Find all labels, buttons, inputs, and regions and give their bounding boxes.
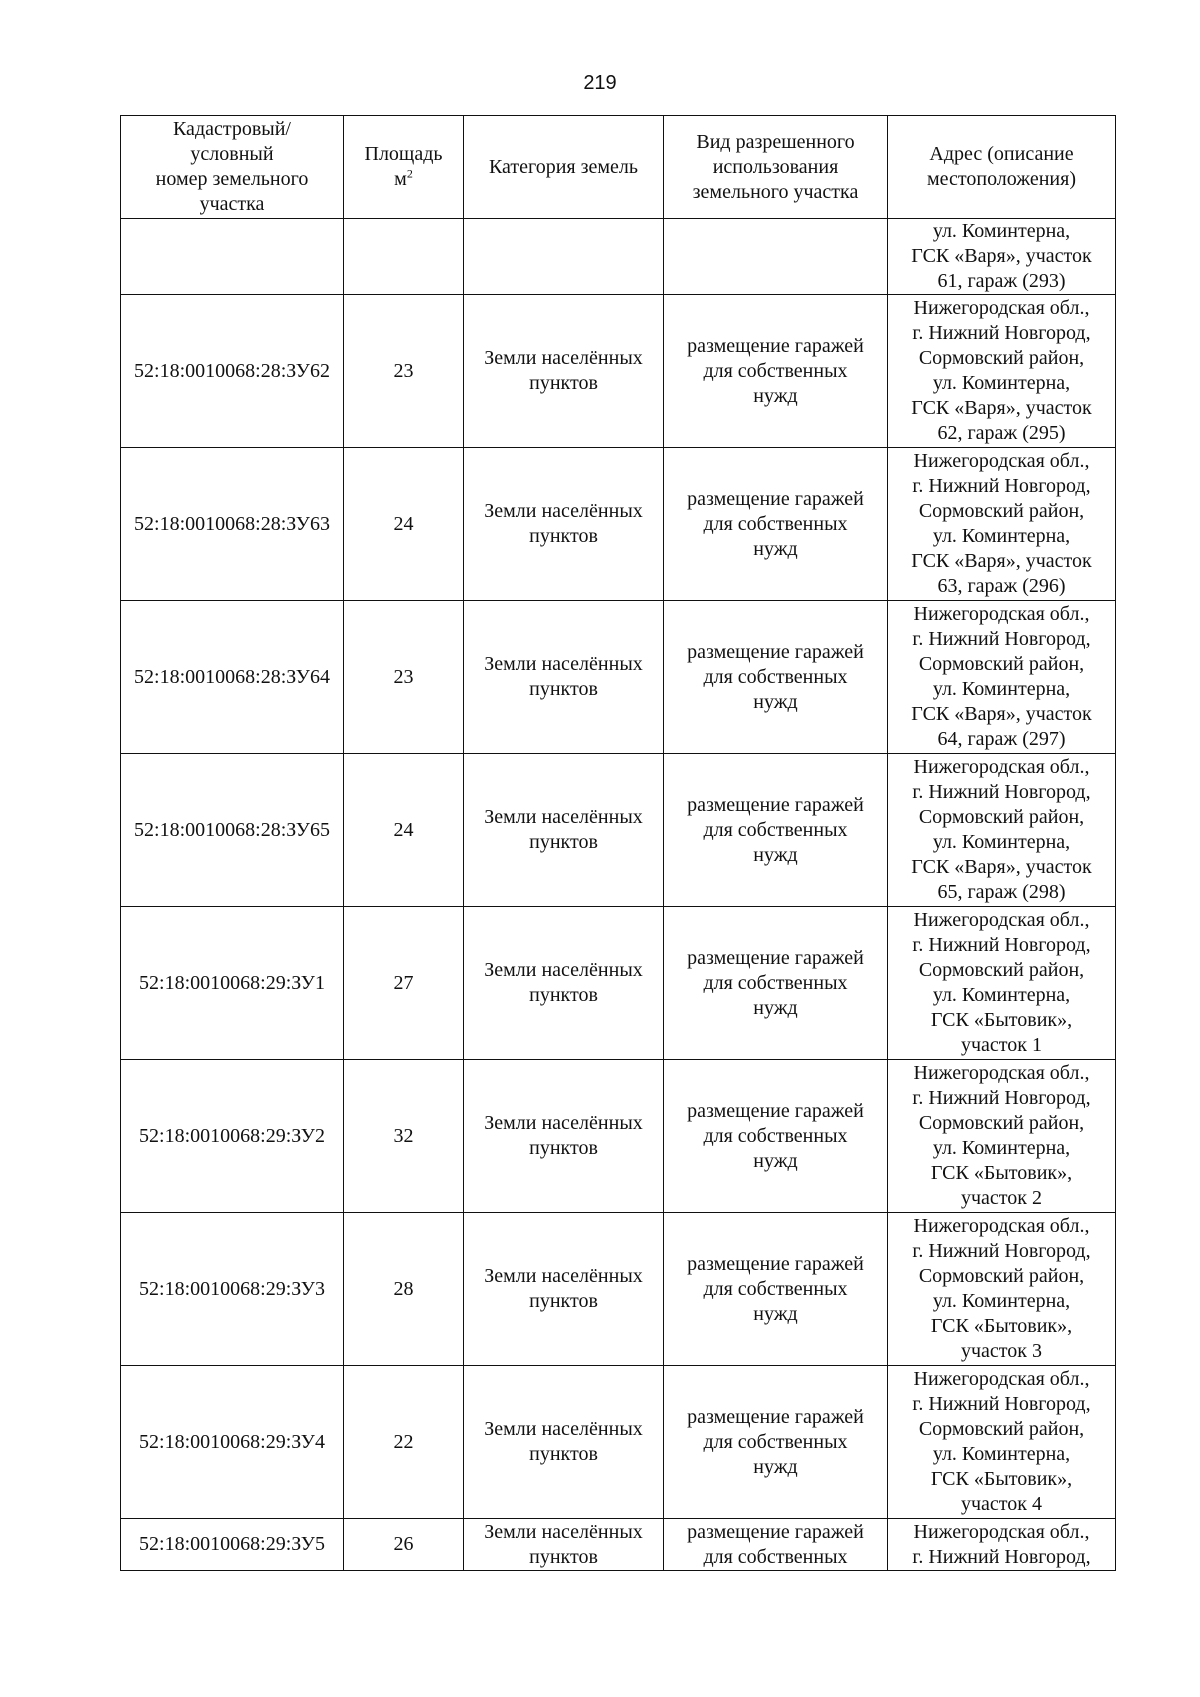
cell-usage [664, 219, 888, 295]
cell-usage: размещение гаражей для собственных нужд [664, 448, 888, 601]
cell-category: Земли населённых пунктов [464, 1060, 664, 1213]
table-header-row [121, 116, 1116, 219]
cell-usage: размещение гаражей для собственных нужд [664, 1060, 888, 1213]
cell-cadastral: 52:18:0010068:29:ЗУ4 [121, 1366, 344, 1519]
cell-cadastral: 52:18:0010068:29:ЗУ3 [121, 1213, 344, 1366]
cell-usage: размещение гаражей для собственных нужд [664, 601, 888, 754]
cell-cadastral: 52:18:0010068:28:ЗУ63 [121, 448, 344, 601]
land-plots-table [120, 115, 1116, 1571]
cell-address: Нижегородская обл., г. Нижний Новгород, Сормовский район, ул. Коминтерна, ГСК «Варя», участок 63, гараж (296) [888, 448, 1116, 601]
cell-cadastral: 52:18:0010068:29:ЗУ2 [121, 1060, 344, 1213]
cell-usage: размещение гаражей для собственных нужд [664, 907, 888, 1060]
cell-area [344, 219, 464, 295]
cell-cadastral: 52:18:0010068:28:ЗУ64 [121, 601, 344, 754]
cell-area: 27 [344, 907, 464, 1060]
cell-area: 24 [344, 754, 464, 907]
cell-area: 22 [344, 1366, 464, 1519]
cell-address: ул. Коминтерна, ГСК «Варя», участок 61, гараж (293) [888, 219, 1116, 295]
cell-area: 26 [344, 1519, 464, 1571]
cell-address: Нижегородская обл., г. Нижний Новгород, Сормовский район, ул. Коминтерна, ГСК «Варя», участок 62, гараж (295) [888, 295, 1116, 448]
cell-usage: размещение гаражей для собственных нужд [664, 754, 888, 907]
cell-category: Земли населённых пунктов [464, 754, 664, 907]
cell-category: Земли населённых пунктов [464, 1519, 664, 1571]
header-permitted-use: Вид разрешенного использования земельного участка [664, 116, 888, 219]
header-cadastral-number: Кадастровый/ условный номер земельного участка [121, 116, 344, 219]
table-row [121, 1060, 1116, 1213]
cell-address: Нижегородская обл., г. Нижний Новгород, Сормовский район, ул. Коминтерна, ГСК «Варя», участок 65, гараж (298) [888, 754, 1116, 907]
cell-address: Нижегородская обл., г. Нижний Новгород, Сормовский район, ул. Коминтерна, ГСК «Бытовик», участок 4 [888, 1366, 1116, 1519]
cell-category: Земли населённых пунктов [464, 448, 664, 601]
cell-usage: размещение гаражей для собственных нужд [664, 295, 888, 448]
page-number: 219 [583, 72, 617, 94]
cell-cadastral: 52:18:0010068:29:ЗУ1 [121, 907, 344, 1060]
cell-area: 32 [344, 1060, 464, 1213]
cell-address: Нижегородская обл., г. Нижний Новгород, Сормовский район, ул. Коминтерна, ГСК «Бытовик», участок 1 [888, 907, 1116, 1060]
cell-cadastral: 52:18:0010068:29:ЗУ5 [121, 1519, 344, 1571]
cell-address: Нижегородская обл., г. Нижний Новгород, Сормовский район, ул. Коминтерна, ГСК «Варя», участок 64, гараж (297) [888, 601, 1116, 754]
cell-area: 23 [344, 295, 464, 448]
header-area: Площадь $м^2$ [344, 116, 464, 219]
cell-area: 24 [344, 448, 464, 601]
table-row-continuation [121, 219, 1116, 295]
header-address: Адрес (описание местоположения) [888, 116, 1116, 219]
cell-cadastral: 52:18:0010068:28:ЗУ62 [121, 295, 344, 448]
cell-category [464, 219, 664, 295]
cell-address: Нижегородская обл., г. Нижний Новгород, [888, 1519, 1116, 1571]
cell-category: Земли населённых пунктов [464, 907, 664, 1060]
cell-category: Земли населённых пунктов [464, 1213, 664, 1366]
cell-usage: размещение гаражей для собственных [664, 1519, 888, 1571]
table-row [121, 754, 1116, 907]
cell-usage: размещение гаражей для собственных нужд [664, 1213, 888, 1366]
table-row [121, 448, 1116, 601]
table-row [121, 295, 1116, 448]
cell-cadastral [121, 219, 344, 295]
cell-address: Нижегородская обл., г. Нижний Новгород, Сормовский район, ул. Коминтерна, ГСК «Бытовик», участок 2 [888, 1060, 1116, 1213]
header-land-category: Категория земель [464, 116, 664, 219]
table-row [121, 907, 1116, 1060]
table-row [121, 1519, 1116, 1571]
cell-category: Земли населённых пунктов [464, 295, 664, 448]
cell-cadastral: 52:18:0010068:28:ЗУ65 [121, 754, 344, 907]
cell-category: Земли населённых пунктов [464, 601, 664, 754]
cell-category: Земли населённых пунктов [464, 1366, 664, 1519]
cell-area: 23 [344, 601, 464, 754]
table-row [121, 1213, 1116, 1366]
table-row [121, 601, 1116, 754]
table-row [121, 1366, 1116, 1519]
cell-area: 28 [344, 1213, 464, 1366]
cell-usage: размещение гаражей для собственных нужд [664, 1366, 888, 1519]
cell-address: Нижегородская обл., г. Нижний Новгород, Сормовский район, ул. Коминтерна, ГСК «Бытовик», участок 3 [888, 1213, 1116, 1366]
